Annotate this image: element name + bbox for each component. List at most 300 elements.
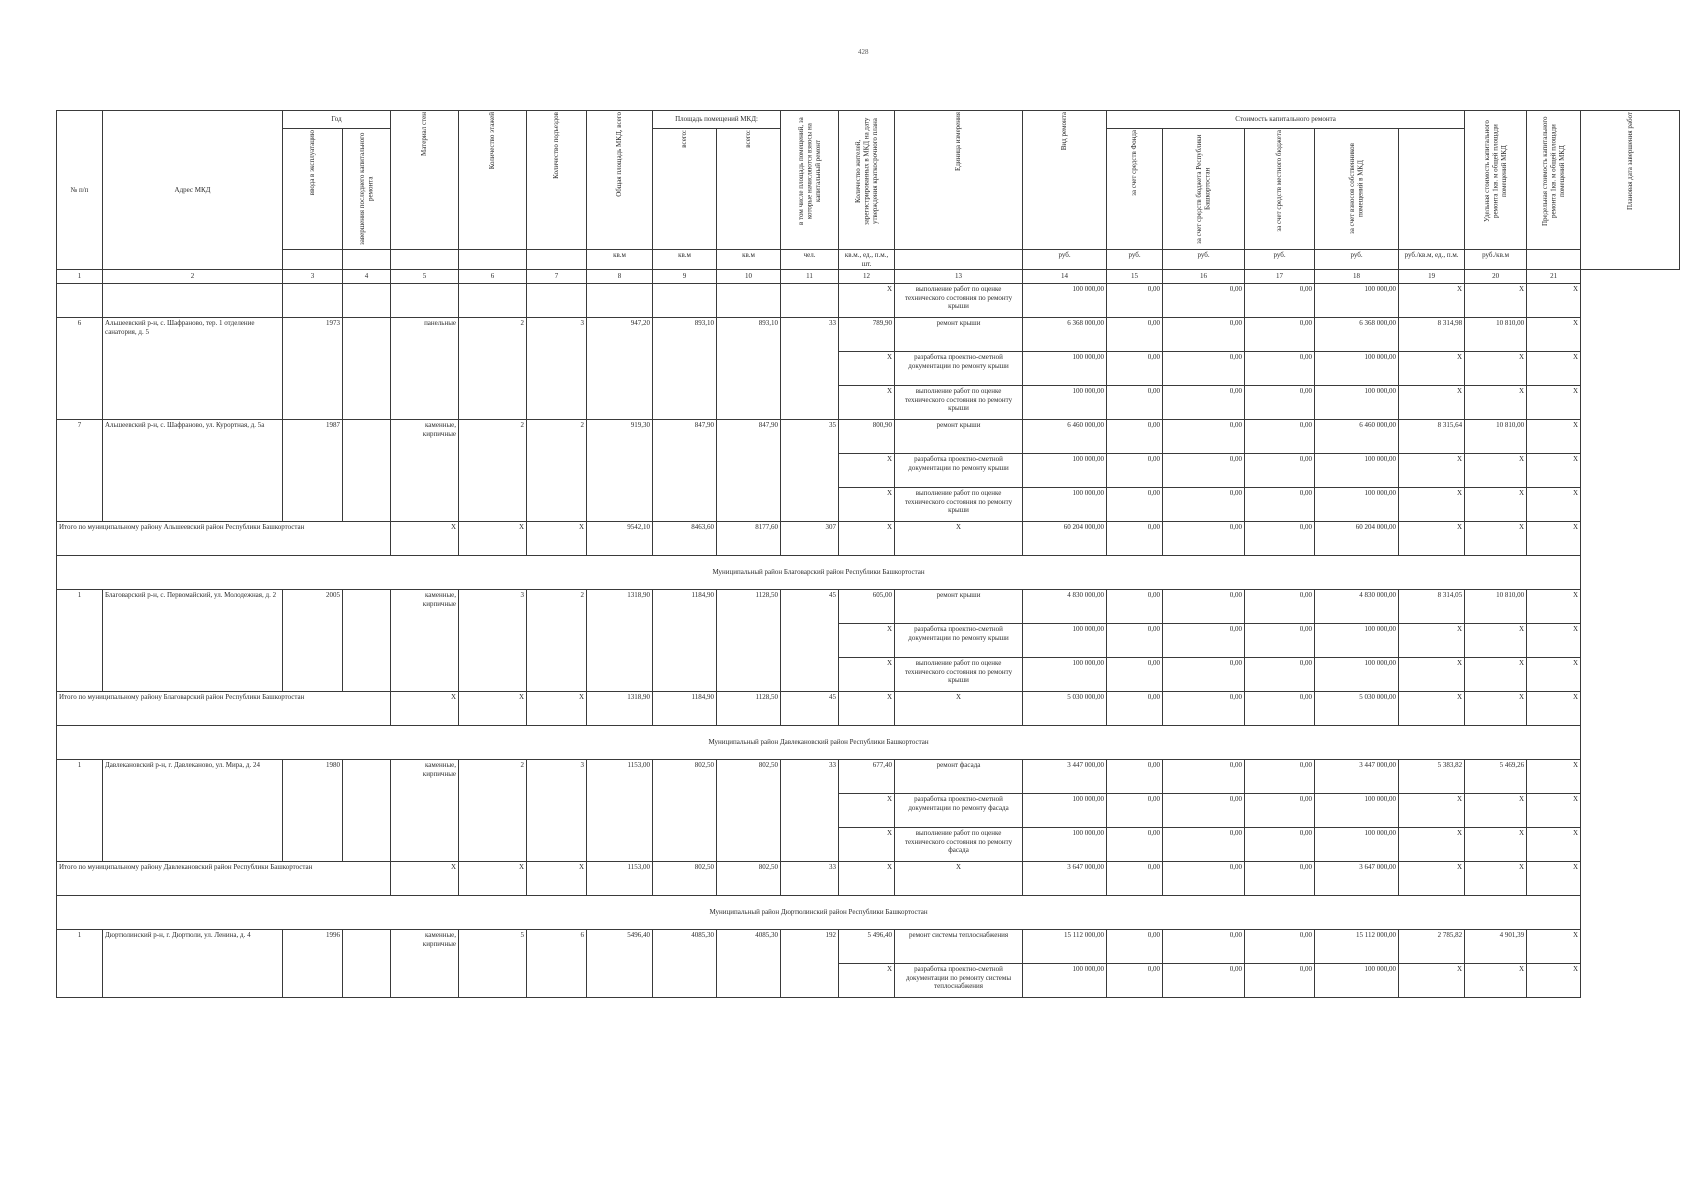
cost-owners-cell: 100 000,00 [1315, 658, 1399, 692]
header-cost-owners: за счет взносов собственников помещений в МКД [1315, 129, 1399, 250]
section-row [57, 896, 1680, 930]
planned-date-cell: X [1527, 930, 1581, 964]
work-type-cell: выполнение работ по оценке технического состояния по ремонту крыши [895, 658, 1023, 692]
header-wall-material: Материал стен [391, 111, 459, 250]
planned-date-cell: X [1527, 420, 1581, 454]
header-work-type: Вид ремонта [1023, 111, 1107, 250]
planned-date-cell: X [1527, 624, 1581, 658]
cost-owners-cell: 6 368 000,00 [1315, 318, 1399, 352]
entrances-cell: X [527, 692, 587, 726]
empty-cell [587, 284, 653, 318]
unit-cell: кв.м [653, 250, 717, 270]
empty-cell [343, 284, 391, 318]
premises-residential-cell: 893,10 [717, 318, 781, 420]
cost-fund-cell: 0,00 [1107, 284, 1163, 318]
header-premises-total: всего: [653, 129, 717, 250]
cost-owners-cell: 100 000,00 [1315, 964, 1399, 998]
cost-republic-cell: 0,00 [1163, 964, 1245, 998]
cost-total-cell: 100 000,00 [1023, 488, 1107, 522]
cost-republic-cell: 0,00 [1163, 658, 1245, 692]
empty-cell [717, 284, 781, 318]
cost-fund-cell: 0,00 [1107, 760, 1163, 794]
unit-value-cell: X [839, 862, 895, 896]
header-entrances: Количество подъездов [527, 111, 587, 250]
planned-date-cell: X [1527, 454, 1581, 488]
specific-cost-cell: 8 314,05 [1399, 590, 1465, 624]
total-label: Итого по муниципальному району Благоварский район Республики Башкортостан [57, 692, 391, 726]
cost-republic-cell: 0,00 [1163, 624, 1245, 658]
cost-fund-cell: 0,00 [1107, 454, 1163, 488]
section-title: Муниципальный район Дюртюлинский район Республики Башкортостан [57, 896, 1581, 930]
unit-cell: кв.м [587, 250, 653, 270]
material-cell: каменные, кирпичные [391, 760, 459, 862]
cost-local-cell: 0,00 [1245, 318, 1315, 352]
specific-cost-cell: X [1399, 862, 1465, 896]
floors-cell: X [459, 522, 527, 556]
work-type-cell: разработка проектно-сметной документации по ремонту фасада [895, 794, 1023, 828]
address-cell: Дюртюлинский р-н, г. Дюртюли, ул. Ленина, д. 4 [103, 930, 283, 998]
cost-local-cell: 0,00 [1245, 522, 1315, 556]
specific-cost-cell: 2 785,82 [1399, 930, 1465, 964]
floors-cell: 2 [459, 420, 527, 522]
empty-cell [283, 284, 343, 318]
column-number: 10 [717, 270, 781, 284]
empty-cell [781, 284, 839, 318]
specific-cost-cell: X [1399, 522, 1465, 556]
column-number: 21 [1527, 270, 1581, 284]
empty-cell [103, 284, 283, 318]
specific-cost-cell: 8 315,64 [1399, 420, 1465, 454]
cost-fund-cell: 0,00 [1107, 930, 1163, 964]
cost-fund-cell: 0,00 [1107, 624, 1163, 658]
column-number: 11 [781, 270, 839, 284]
premises-cell: 802,50 [653, 760, 717, 862]
page-number: 428 [858, 48, 869, 56]
cost-republic-cell: 0,00 [1163, 386, 1245, 420]
work-type-cell: X [895, 862, 1023, 896]
cost-owners-cell: 100 000,00 [1315, 352, 1399, 386]
cost-local-cell: 0,00 [1245, 624, 1315, 658]
work-type-cell: выполнение работ по оценке технического состояния по ремонту фасада [895, 828, 1023, 862]
cost-fund-cell: 0,00 [1107, 488, 1163, 522]
table-row [57, 284, 1680, 318]
specific-cost-cell: X [1399, 964, 1465, 998]
residents-cell: 192 [781, 930, 839, 998]
work-type-cell: разработка проектно-сметной документации по ремонту крыши [895, 352, 1023, 386]
cost-fund-cell: 0,00 [1107, 692, 1163, 726]
specific-cost-cell: X [1399, 658, 1465, 692]
cost-local-cell: 0,00 [1245, 862, 1315, 896]
cost-local-cell: 0,00 [1245, 794, 1315, 828]
cost-local-cell: 0,00 [1245, 692, 1315, 726]
max-cost-cell: X [1465, 862, 1527, 896]
cost-owners-cell: 5 030 000,00 [1315, 692, 1399, 726]
planned-date-cell: X [1527, 760, 1581, 794]
work-type-cell: ремонт крыши [895, 590, 1023, 624]
column-number: 3 [283, 270, 343, 284]
planned-date-cell: X [1527, 386, 1581, 420]
row-number: 6 [57, 318, 103, 420]
unit-cell: руб. [1107, 250, 1163, 270]
cost-owners-cell: 6 460 000,00 [1315, 420, 1399, 454]
table-row [57, 318, 1680, 352]
address-cell: Альшеевский р-н, с. Шафраново, ул. Курортная, д. 5а [103, 420, 283, 522]
cost-fund-cell: 0,00 [1107, 352, 1163, 386]
cost-local-cell: 0,00 [1245, 760, 1315, 794]
work-type-cell: выполнение работ по оценке технического состояния по ремонту крыши [895, 386, 1023, 420]
max-cost-cell: 10 810,00 [1465, 420, 1527, 454]
entrances-cell: 6 [527, 930, 587, 998]
cost-local-cell: 0,00 [1245, 488, 1315, 522]
material-cell: панельные [391, 318, 459, 420]
unit-cell: руб. [1163, 250, 1245, 270]
cost-owners-cell: 100 000,00 [1315, 284, 1399, 318]
cost-total-cell: 60 204 000,00 [1023, 522, 1107, 556]
max-cost-cell: 10 810,00 [1465, 590, 1527, 624]
cost-fund-cell: 0,00 [1107, 794, 1163, 828]
max-cost-cell: X [1465, 284, 1527, 318]
residents-cell: 33 [781, 760, 839, 862]
cost-republic-cell: 0,00 [1163, 318, 1245, 352]
cost-total-cell: 5 030 000,00 [1023, 692, 1107, 726]
column-number: 5 [391, 270, 459, 284]
residents-cell: 45 [781, 692, 839, 726]
work-type-cell: выполнение работ по оценке технического состояния по ремонту крыши [895, 284, 1023, 318]
total-row [57, 522, 1680, 556]
premises-residential-cell: 1128,50 [717, 590, 781, 692]
cost-local-cell: 0,00 [1245, 284, 1315, 318]
cost-fund-cell: 0,00 [1107, 522, 1163, 556]
header-total-area: Общая площадь МКД, всего [587, 111, 653, 250]
column-number: 14 [1023, 270, 1107, 284]
column-number: 9 [653, 270, 717, 284]
unit-value-cell: X [839, 794, 895, 828]
residents-cell: 33 [781, 318, 839, 420]
material-cell: каменные, кирпичные [391, 930, 459, 998]
planned-date-cell: X [1527, 284, 1581, 318]
cost-fund-cell: 0,00 [1107, 862, 1163, 896]
last-repair-cell [343, 930, 391, 998]
entrances-cell: X [527, 862, 587, 896]
area-cell: 5496,40 [587, 930, 653, 998]
header-cost-total: всего: [717, 129, 781, 250]
unit-value-cell: X [839, 658, 895, 692]
total-label: Итого по муниципальному району Альшеевский район Республики Башкортостан [57, 522, 391, 556]
column-number: 20 [1465, 270, 1527, 284]
cost-total-cell: 100 000,00 [1023, 386, 1107, 420]
planned-date-cell: X [1527, 522, 1581, 556]
cost-total-cell: 6 460 000,00 [1023, 420, 1107, 454]
material-cell: X [391, 862, 459, 896]
cost-total-cell: 3 447 000,00 [1023, 760, 1107, 794]
unit-cell: кв.м., ед., п.м., шт. [839, 250, 895, 270]
year-cell: 1996 [283, 930, 343, 998]
premises-cell: 893,10 [653, 318, 717, 420]
unit-value-cell: X [839, 454, 895, 488]
planned-date-cell: X [1527, 862, 1581, 896]
specific-cost-cell: X [1399, 692, 1465, 726]
residents-cell: 33 [781, 862, 839, 896]
cost-republic-cell: 0,00 [1163, 828, 1245, 862]
header-cost-republic: за счет средств бюджета Республики Башкортостан [1163, 129, 1245, 250]
cost-total-cell: 3 647 000,00 [1023, 862, 1107, 896]
cost-owners-cell: 100 000,00 [1315, 624, 1399, 658]
premises-cell: 847,90 [653, 420, 717, 522]
premises-residential-cell: 802,50 [717, 760, 781, 862]
section-row [57, 556, 1680, 590]
cost-total-cell: 100 000,00 [1023, 352, 1107, 386]
cost-local-cell: 0,00 [1245, 352, 1315, 386]
cost-local-cell: 0,00 [1245, 930, 1315, 964]
header-floors: Количество этажей [459, 111, 527, 250]
area-cell: 1153,00 [587, 862, 653, 896]
last-repair-cell [343, 590, 391, 692]
address-cell: Давлекановский р-н, г. Давлеканово, ул. Мира, д. 24 [103, 760, 283, 862]
address-cell: Благоварский р-н, с. Первомайский, ул. Молодежная, д. 2 [103, 590, 283, 692]
max-cost-cell: 5 469,26 [1465, 760, 1527, 794]
residents-cell: 307 [781, 522, 839, 556]
cost-total-cell: 100 000,00 [1023, 828, 1107, 862]
unit-value-cell: X [839, 828, 895, 862]
premises-residential-cell: 1128,50 [717, 692, 781, 726]
max-cost-cell: X [1465, 522, 1527, 556]
cost-fund-cell: 0,00 [1107, 658, 1163, 692]
empty-cell [459, 284, 527, 318]
cost-fund-cell: 0,00 [1107, 420, 1163, 454]
cost-total-cell: 100 000,00 [1023, 794, 1107, 828]
header-cost-title: Стоимость капитального ремонта [1107, 111, 1465, 129]
column-number: 15 [1107, 270, 1163, 284]
entrances-cell: 2 [527, 420, 587, 522]
cost-local-cell: 0,00 [1245, 964, 1315, 998]
cost-total-cell: 100 000,00 [1023, 284, 1107, 318]
section-row [57, 726, 1680, 760]
header-num: № п/п [57, 111, 103, 270]
cost-fund-cell: 0,00 [1107, 590, 1163, 624]
header-max-cost: Предельная стоимость капитального ремонта 1кв. м общей площади помещений МКД [1527, 111, 1581, 250]
premises-cell: 802,50 [653, 862, 717, 896]
specific-cost-cell: 5 383,82 [1399, 760, 1465, 794]
cost-owners-cell: 100 000,00 [1315, 794, 1399, 828]
unit-value-cell: X [839, 488, 895, 522]
empty-cell [57, 284, 103, 318]
header-year-commission: ввода в эксплуатацию [283, 129, 343, 250]
planned-date-cell: X [1527, 828, 1581, 862]
cost-local-cell: 0,00 [1245, 590, 1315, 624]
work-type-cell: ремонт системы теплоснабжения [895, 930, 1023, 964]
unit-value-cell: X [839, 386, 895, 420]
unit-cell: руб. [1315, 250, 1399, 270]
max-cost-cell: X [1465, 454, 1527, 488]
work-type-cell: разработка проектно-сметной документации по ремонту крыши [895, 454, 1023, 488]
header-specific-cost: Удельная стоимость капитального ремонта 1кв. м общей площади помещений МКД [1465, 111, 1527, 250]
material-cell: каменные, кирпичные [391, 420, 459, 522]
work-type-cell: ремонт крыши [895, 420, 1023, 454]
cost-republic-cell: 0,00 [1163, 760, 1245, 794]
cost-total-cell: 100 000,00 [1023, 964, 1107, 998]
cost-republic-cell: 0,00 [1163, 862, 1245, 896]
empty-cell [527, 284, 587, 318]
total-row [57, 692, 1680, 726]
specific-cost-cell: X [1399, 352, 1465, 386]
year-cell: 1973 [283, 318, 343, 420]
unit-value-cell: X [839, 964, 895, 998]
cost-republic-cell: 0,00 [1163, 352, 1245, 386]
unit-cell: чел. [781, 250, 839, 270]
table-body [57, 111, 1680, 998]
planned-date-cell: X [1527, 964, 1581, 998]
section-title: Муниципальный район Давлекановский район Республики Башкортостан [57, 726, 1581, 760]
header-year-last-repair: завершения последнего капитального ремонта [343, 129, 391, 250]
cost-total-cell: 100 000,00 [1023, 454, 1107, 488]
work-type-cell: X [895, 522, 1023, 556]
max-cost-cell: X [1465, 386, 1527, 420]
cost-total-cell: 6 368 000,00 [1023, 318, 1107, 352]
unit-value-cell: 5 496,40 [839, 930, 895, 964]
planned-date-cell: X [1527, 692, 1581, 726]
unit-value-cell: 800,90 [839, 420, 895, 454]
cost-owners-cell: 3 647 000,00 [1315, 862, 1399, 896]
floors-cell: X [459, 692, 527, 726]
unit-value-cell: X [839, 352, 895, 386]
max-cost-cell: X [1465, 488, 1527, 522]
row-number: 7 [57, 420, 103, 522]
work-type-cell: ремонт крыши [895, 318, 1023, 352]
work-type-cell: X [895, 692, 1023, 726]
max-cost-cell: X [1465, 794, 1527, 828]
max-cost-cell: X [1465, 828, 1527, 862]
column-number: 1 [57, 270, 103, 284]
premises-residential-cell: 4085,30 [717, 930, 781, 998]
max-cost-cell: 4 901,39 [1465, 930, 1527, 964]
column-number: 8 [587, 270, 653, 284]
area-cell: 919,30 [587, 420, 653, 522]
row-number: 1 [57, 590, 103, 692]
unit-cell: руб./кв.м, ед., п.м. [1399, 250, 1465, 270]
cost-fund-cell: 0,00 [1107, 386, 1163, 420]
area-cell: 1153,00 [587, 760, 653, 862]
max-cost-cell: X [1465, 692, 1527, 726]
max-cost-cell: X [1465, 352, 1527, 386]
unit-cell: руб. [1023, 250, 1107, 270]
column-number: 2 [103, 270, 283, 284]
cost-total-cell: 15 112 000,00 [1023, 930, 1107, 964]
entrances-cell: 3 [527, 318, 587, 420]
address-cell: Альшеевский р-н, с. Шафраново, тер. 1 отделение санатория, д. 5 [103, 318, 283, 420]
year-cell: 1980 [283, 760, 343, 862]
work-type-cell: ремонт фасада [895, 760, 1023, 794]
row-number: 1 [57, 760, 103, 862]
column-number: 4 [343, 270, 391, 284]
planned-date-cell: X [1527, 794, 1581, 828]
unit-value-cell: 605,00 [839, 590, 895, 624]
premises-cell: 1184,90 [653, 692, 717, 726]
cost-republic-cell: 0,00 [1163, 590, 1245, 624]
header-planned-date: Плановая дата завершения работ [1581, 111, 1680, 270]
area-cell: 947,20 [587, 318, 653, 420]
planned-date-cell: X [1527, 318, 1581, 352]
premises-residential-cell: 847,90 [717, 420, 781, 522]
premises-residential-cell: 8177,60 [717, 522, 781, 556]
cost-fund-cell: 0,00 [1107, 318, 1163, 352]
cost-owners-cell: 3 447 000,00 [1315, 760, 1399, 794]
section-title: Муниципальный район Благоварский район Республики Башкортостан [57, 556, 1581, 590]
residents-cell: 35 [781, 420, 839, 522]
column-number: 16 [1163, 270, 1245, 284]
floors-cell: 2 [459, 318, 527, 420]
planned-date-cell: X [1527, 590, 1581, 624]
cost-owners-cell: 100 000,00 [1315, 828, 1399, 862]
specific-cost-cell: X [1399, 284, 1465, 318]
unit-value-cell: 789,90 [839, 318, 895, 352]
specific-cost-cell: X [1399, 794, 1465, 828]
table-row [57, 930, 1680, 964]
empty-cell [391, 284, 459, 318]
unit-cell: руб./кв.м [1465, 250, 1527, 270]
specific-cost-cell: X [1399, 828, 1465, 862]
cost-local-cell: 0,00 [1245, 386, 1315, 420]
entrances-cell: X [527, 522, 587, 556]
cost-owners-cell: 100 000,00 [1315, 386, 1399, 420]
area-cell: 9542,10 [587, 522, 653, 556]
residents-cell: 45 [781, 590, 839, 692]
cost-republic-cell: 0,00 [1163, 930, 1245, 964]
entrances-cell: 3 [527, 760, 587, 862]
cost-republic-cell: 0,00 [1163, 488, 1245, 522]
cost-local-cell: 0,00 [1245, 454, 1315, 488]
work-type-cell: разработка проектно-сметной документации по ремонту крыши [895, 624, 1023, 658]
header-residents: Количество жителей, зарегистрированных в МКД на дату утверждения краткосрочного плана [839, 111, 895, 250]
unit-value-cell: X [839, 522, 895, 556]
header-row-1 [57, 111, 1680, 129]
area-cell: 1318,90 [587, 590, 653, 692]
row-number: 1 [57, 930, 103, 998]
table-row [57, 760, 1680, 794]
table-row [57, 590, 1680, 624]
entrances-cell: 2 [527, 590, 587, 692]
unit-cell: руб. [1245, 250, 1315, 270]
year-cell: 1987 [283, 420, 343, 522]
max-cost-cell: X [1465, 624, 1527, 658]
cost-local-cell: 0,00 [1245, 420, 1315, 454]
premises-cell: 4085,30 [653, 930, 717, 998]
total-row [57, 862, 1680, 896]
specific-cost-cell: X [1399, 624, 1465, 658]
cost-owners-cell: 60 204 000,00 [1315, 522, 1399, 556]
table-row [57, 420, 1680, 454]
work-type-cell: выполнение работ по оценке технического состояния по ремонту крыши [895, 488, 1023, 522]
cost-local-cell: 0,00 [1245, 828, 1315, 862]
planned-date-cell: X [1527, 488, 1581, 522]
cost-total-cell: 4 830 000,00 [1023, 590, 1107, 624]
unit-value-cell: 677,40 [839, 760, 895, 794]
specific-cost-cell: X [1399, 488, 1465, 522]
specific-cost-cell: X [1399, 454, 1465, 488]
cost-total-cell: 100 000,00 [1023, 658, 1107, 692]
cost-republic-cell: 0,00 [1163, 284, 1245, 318]
unit-value-cell: X [839, 284, 895, 318]
cost-owners-cell: 100 000,00 [1315, 488, 1399, 522]
column-number: 7 [527, 270, 587, 284]
planned-date-cell: X [1527, 658, 1581, 692]
unit-value-cell: X [839, 624, 895, 658]
cost-owners-cell: 15 112 000,00 [1315, 930, 1399, 964]
header-units-row [57, 250, 1680, 270]
max-cost-cell: X [1465, 658, 1527, 692]
header-address: Адрес МКД [103, 111, 283, 270]
header-cost-local: за счет средств местного бюджета [1245, 129, 1315, 250]
cost-fund-cell: 0,00 [1107, 828, 1163, 862]
